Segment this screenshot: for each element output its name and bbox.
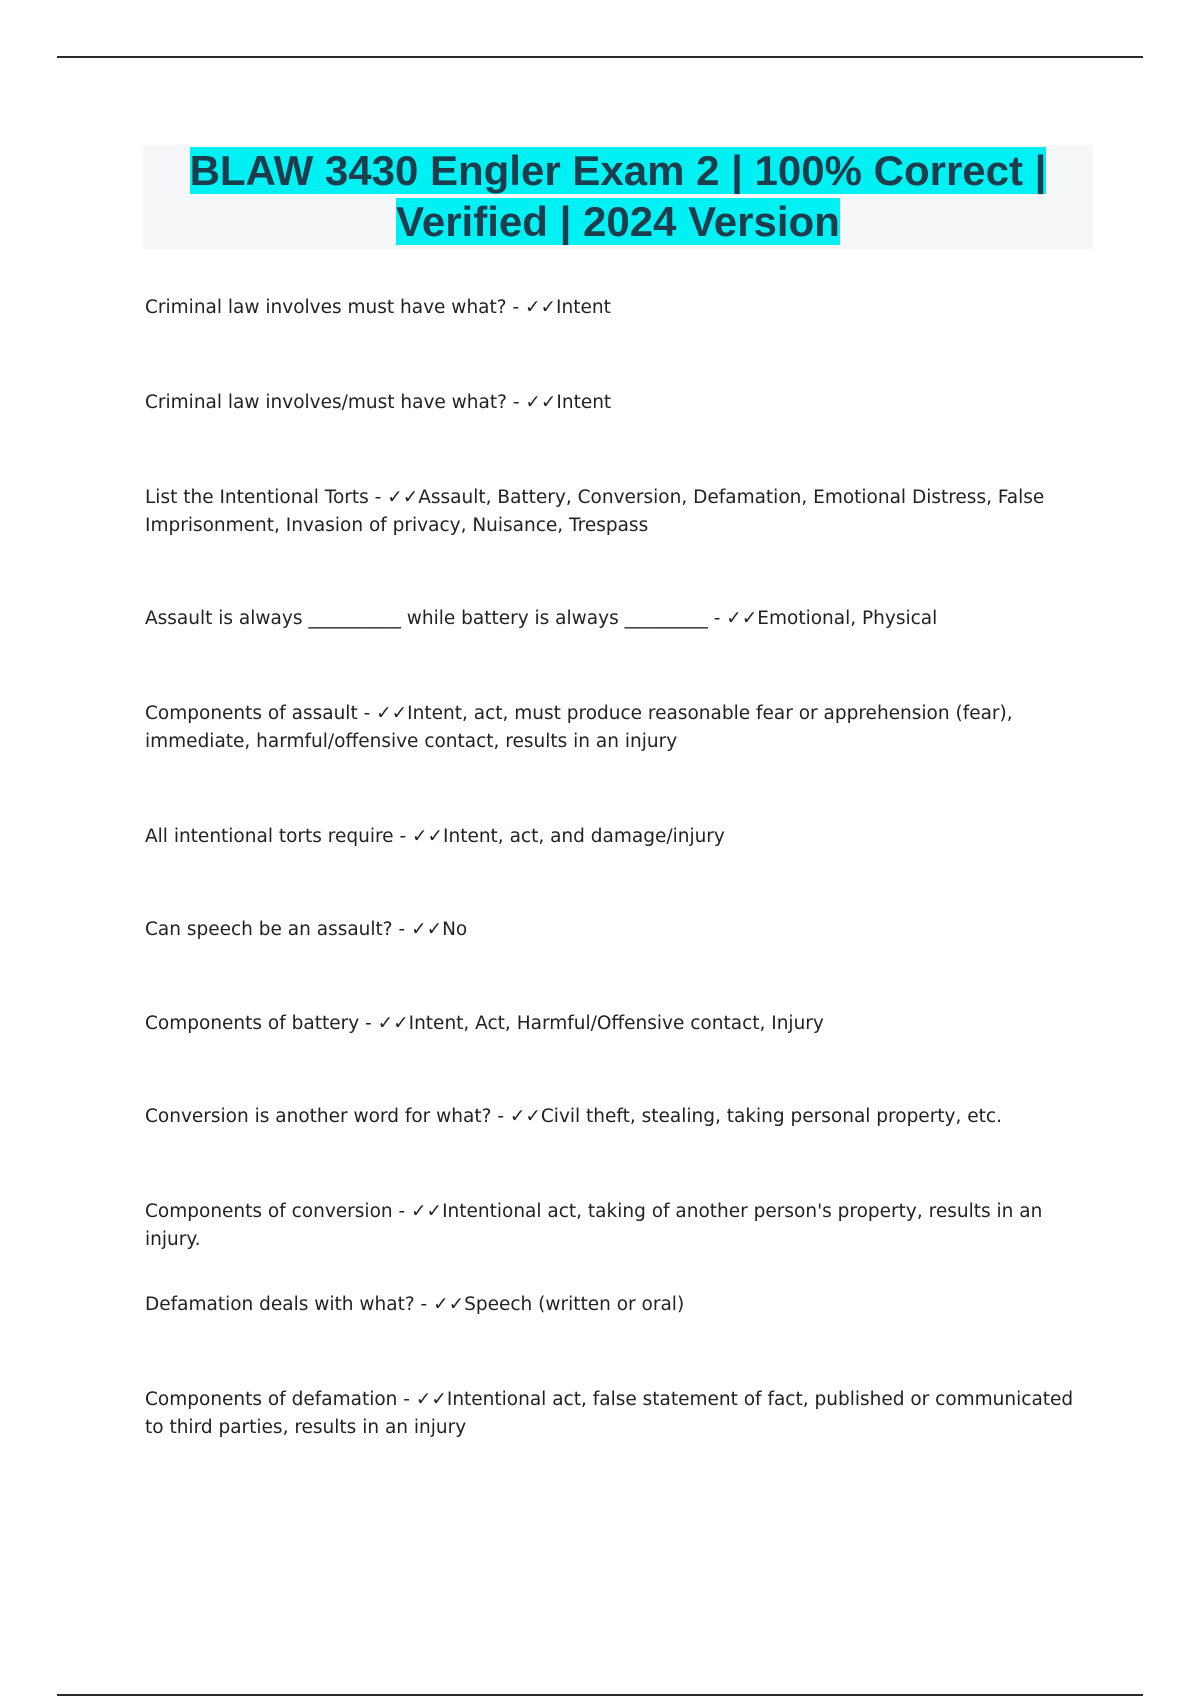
separator: -	[368, 487, 388, 508]
qa-item	[145, 389, 1095, 417]
qa-item	[145, 1010, 1095, 1038]
question-text: Can speech be an assault?	[145, 919, 393, 940]
check-icon: ✓✓	[433, 1294, 465, 1315]
qa-item	[145, 823, 1095, 851]
question-text: Components of assault	[145, 703, 358, 724]
check-icon: ✓✓	[411, 1201, 443, 1222]
answer-text: Intent	[556, 297, 611, 318]
check-icon: ✓✓	[525, 392, 557, 413]
separator: -	[506, 392, 526, 413]
qa-item	[145, 1103, 1095, 1131]
check-icon: ✓✓	[387, 487, 419, 508]
bottom-rule	[57, 1694, 1143, 1696]
answer-text: Intent, Act, Harmful/Offensive contact, Injury	[408, 1013, 824, 1034]
separator: -	[414, 1294, 434, 1315]
check-icon: ✓✓	[726, 608, 758, 629]
answer-text: Intent, act, must produce reasonable fear or apprehension (fear), immediate, harmful/offensive contact, results in an injury	[145, 703, 1013, 752]
check-icon: ✓✓	[411, 919, 443, 940]
check-icon: ✓✓	[412, 826, 444, 847]
qa-item	[145, 294, 1095, 322]
question-text: Defamation deals with what?	[145, 1294, 415, 1315]
separator: -	[491, 1106, 510, 1127]
question-text: Components of conversion	[145, 1201, 393, 1222]
check-icon: ✓✓	[376, 703, 408, 724]
answer-text: Intentional act, taking of another person's property, results in an injury.	[145, 1201, 1043, 1250]
question-text: Components of defamation	[145, 1389, 398, 1410]
qa-item	[145, 484, 1095, 540]
question-text: List the Intentional Torts	[145, 487, 369, 508]
answer-text: Emotional, Physical	[757, 608, 938, 629]
question-text: Criminal law involves must have what?	[145, 297, 507, 318]
document-title: BLAW 3430 Engler Exam 2 | 100% Correct | Verified | 2024 Version	[189, 147, 1047, 245]
qa-item	[145, 1291, 1095, 1319]
answer-text: Intentional act, false statement of fact, published or communicated to third parties, results in an injury	[145, 1389, 1074, 1438]
answer-text: Speech (written or oral)	[464, 1294, 685, 1315]
separator: -	[707, 608, 727, 629]
qa-item	[145, 605, 1095, 633]
separator: -	[392, 1201, 412, 1222]
check-icon: ✓✓	[415, 1389, 447, 1410]
answer-text: Intent, act, and damage/injury	[443, 826, 725, 847]
separator: -	[393, 826, 412, 847]
check-icon: ✓✓	[525, 297, 557, 318]
qa-item	[145, 700, 1095, 756]
title-banner	[143, 145, 1093, 249]
top-rule	[57, 56, 1143, 58]
question-text: Conversion is another word for what?	[145, 1106, 492, 1127]
answer-text: Intent	[556, 392, 612, 413]
question-text: All intentional torts require	[145, 826, 394, 847]
qa-item	[145, 1198, 1095, 1254]
question-text: Assault is always __________ while battery is always _________	[145, 608, 708, 629]
check-icon: ✓✓	[509, 1106, 541, 1127]
question-text: Criminal law involves/must have what?	[145, 392, 507, 413]
question-text: Components of battery	[145, 1013, 360, 1034]
answer-text: No	[442, 919, 468, 940]
separator: -	[359, 1013, 378, 1034]
separator: -	[392, 919, 412, 940]
separator: -	[397, 1389, 416, 1410]
answer-text: Assault, Battery, Conversion, Defamation, Emotional Distress, False Imprisonment, Invasion of privacy, Nuisance, Trespass	[145, 487, 1045, 536]
qa-item	[145, 916, 1095, 944]
answer-text: Civil theft, stealing, taking personal property, etc.	[540, 1106, 1002, 1127]
qa-item	[145, 1386, 1095, 1442]
check-icon: ✓✓	[377, 1013, 409, 1034]
separator: -	[506, 297, 526, 318]
separator: -	[357, 703, 377, 724]
